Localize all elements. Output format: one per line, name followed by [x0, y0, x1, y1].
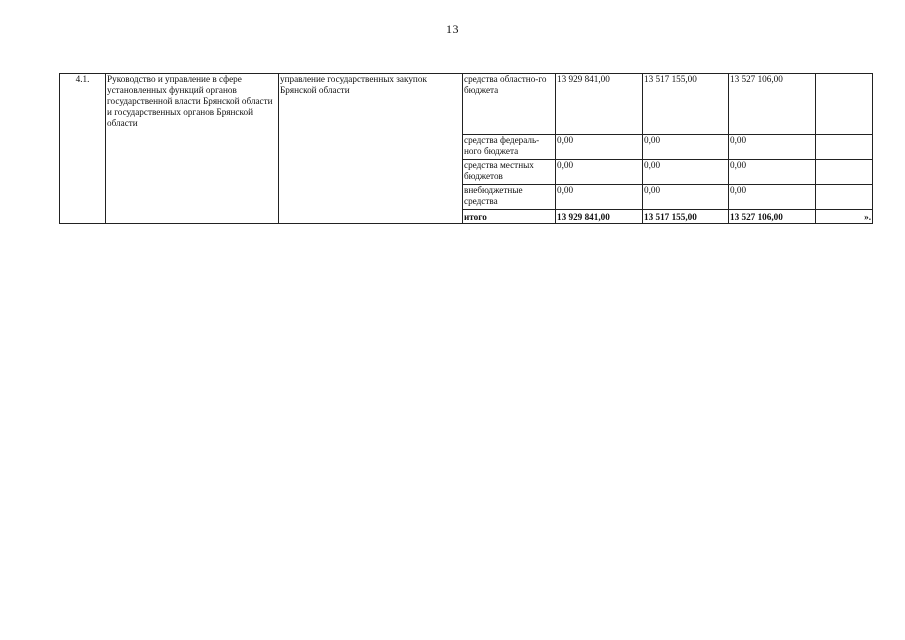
extra-cell: [816, 160, 873, 185]
value-year1-cell: 0,00: [556, 160, 643, 185]
value-year3-cell: 0,00: [729, 185, 816, 210]
value-year2-cell: 0,00: [643, 135, 729, 160]
value-year3-cell: 0,00: [729, 160, 816, 185]
source-label-cell: средства местных бюджетов: [463, 160, 556, 185]
executor-cell: управление государственных закупок Брянской области: [279, 74, 463, 224]
total-year3-cell: 13 527 106,00: [729, 210, 816, 224]
value-year1-cell: 0,00: [556, 185, 643, 210]
source-label-cell: внебюджетные средства: [463, 185, 556, 210]
value-year1-cell: 0,00: [556, 135, 643, 160]
extra-cell: [816, 135, 873, 160]
total-year1-cell: 13 929 841,00: [556, 210, 643, 224]
value-year2-cell: 0,00: [643, 160, 729, 185]
extra-cell: [816, 185, 873, 210]
budget-table: [59, 73, 873, 224]
value-year1-cell: 13 929 841,00: [556, 74, 643, 135]
row-number-cell: 4.1.: [60, 74, 106, 224]
total-year2-cell: 13 517 155,00: [643, 210, 729, 224]
closing-quote-cell: ».: [816, 210, 873, 224]
value-year2-cell: 13 517 155,00: [643, 74, 729, 135]
value-year3-cell: 13 527 106,00: [729, 74, 816, 135]
total-label-cell: итого: [463, 210, 556, 224]
extra-cell: [816, 74, 873, 135]
source-label-cell: средства федераль-ного бюджета: [463, 135, 556, 160]
table-row: [60, 74, 873, 135]
value-year2-cell: 0,00: [643, 185, 729, 210]
page-number: 13: [446, 22, 459, 36]
value-year3-cell: 0,00: [729, 135, 816, 160]
source-label-cell: средства областно-го бюджета: [463, 74, 556, 135]
event-name-cell: Руководство и управление в сфере установленных функций органов государственной власти Брянской области и государственных органов Брянской области: [106, 74, 279, 224]
